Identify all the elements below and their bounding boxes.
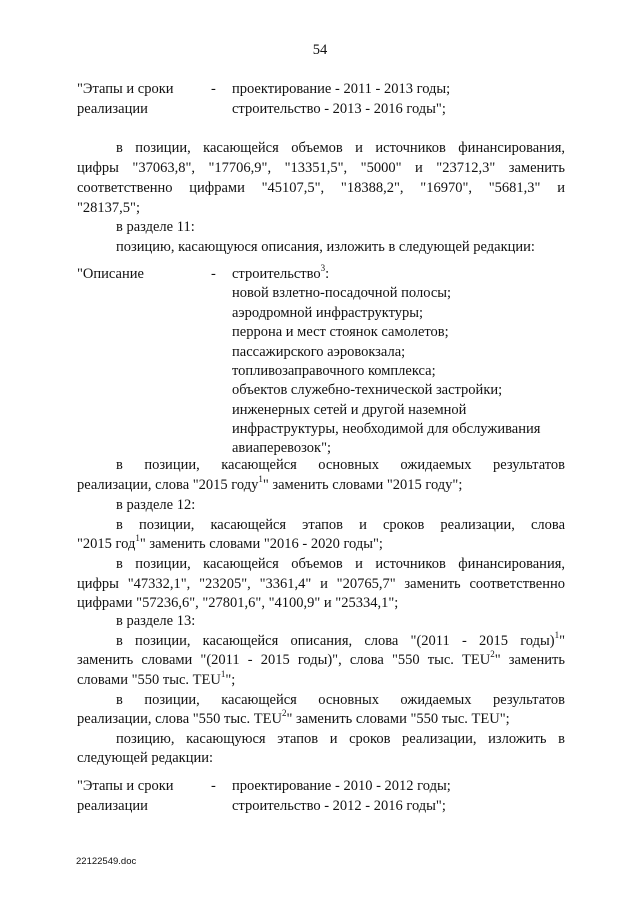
stages-dash: - [211,81,216,97]
description-label: "Описание [77,266,144,282]
stages-construction: строительство - 2013 - 2016 годы"; [232,101,446,117]
results1-line2: реализации, слова "2015 году$^1$" заменить словами "2015 году"; [77,474,463,493]
description-item: инфраструктуры, необходимой для обслуживания [232,421,541,437]
description-item: пассажирского аэровокзала; [232,344,406,360]
fin2-line3: цифрами "57236,6", "27801,6", "4100,9" и "25334,1"; [77,595,399,611]
description-item: перрона и мест стоянок самолетов; [232,324,449,340]
description-first-line: строительство$^3$: [232,263,330,282]
description-item: аэродромной инфраструктуры; [232,305,424,321]
fin1-line2: цифры "37063,8", "17706,9", "13351,5", "5000" и "23712,3" заменить [77,160,565,176]
section-13-heading: в разделе 13: [116,613,196,629]
desc13-line1: в позиции, касающейся описания, слова "(2011 - 2015 годы)$^1$" [116,630,565,649]
stages2-label-line2: реализации [77,798,148,814]
description-item: объектов служебно-технической застройки; [232,382,503,398]
description-item: инженерных сетей и другой наземной [232,402,467,418]
stages-label-line2: реализации [77,101,148,117]
section-11-heading: в разделе 11: [116,219,195,235]
description-intro: позицию, касающуюся описания, изложить в следующей редакции: [116,239,535,255]
results1-line1: в позиции, касающейся основных ожидаемых результатов [116,457,565,473]
description-item: авиаперевозок"; [232,440,332,456]
stages-label-line1: "Этапы и сроки [77,81,174,97]
desc13-line2: заменить словами "(2011 - 2015 годы)", слова "550 тыс. TEU$^2$" заменить [77,649,565,668]
stages12-line1: в позиции, касающейся этапов и сроков реализации, слова [116,517,565,533]
desc13-line3: словами "550 тыс. TEU$^1$"; [77,669,236,688]
fin2-line2: цифры "47332,1", "23205", "3361,4" и "20765,7" заменить соответственно [77,576,565,592]
fin2-line1: в позиции, касающейся объемов и источников финансирования, [116,556,565,572]
stages2-construction: строительство - 2012 - 2016 годы"; [232,798,446,814]
stages13-line1: позицию, касающуюся этапов и сроков реализации, изложить в [116,731,565,747]
section-12-heading: в разделе 12: [116,497,196,513]
stages2-design: проектирование - 2010 - 2012 годы; [232,778,451,794]
fin1-line4: "28137,5"; [77,200,140,216]
footer-filename: 22122549.doc [76,856,137,867]
results2-line1: в позиции, касающейся основных ожидаемых результатов [116,692,565,708]
page-number: 54 [312,42,328,58]
stages-design: проектирование - 2011 - 2013 годы; [232,81,451,97]
description-item: топливозаправочного комплекса; [232,363,436,379]
fin1-line1: в позиции, касающейся объемов и источников финансирования, [116,140,565,156]
stages12-line2: "2015 год$^1$" заменить словами "2016 - 2020 годы"; [77,533,383,552]
results2-line2: реализации, слова "550 тыс. TEU$^2$" заменить словами "550 тыс. TEU"; [77,708,510,727]
fin1-line3: соответственно цифрами "45107,5", "18388,2", "16970", "5681,3" и [77,180,565,196]
description-item: новой взлетно-посадочной полосы; [232,285,452,301]
description-dash: - [211,266,216,282]
stages2-dash: - [211,778,216,794]
stages2-label-line1: "Этапы и сроки [77,778,174,794]
stages13-line2: следующей редакции: [77,750,214,766]
